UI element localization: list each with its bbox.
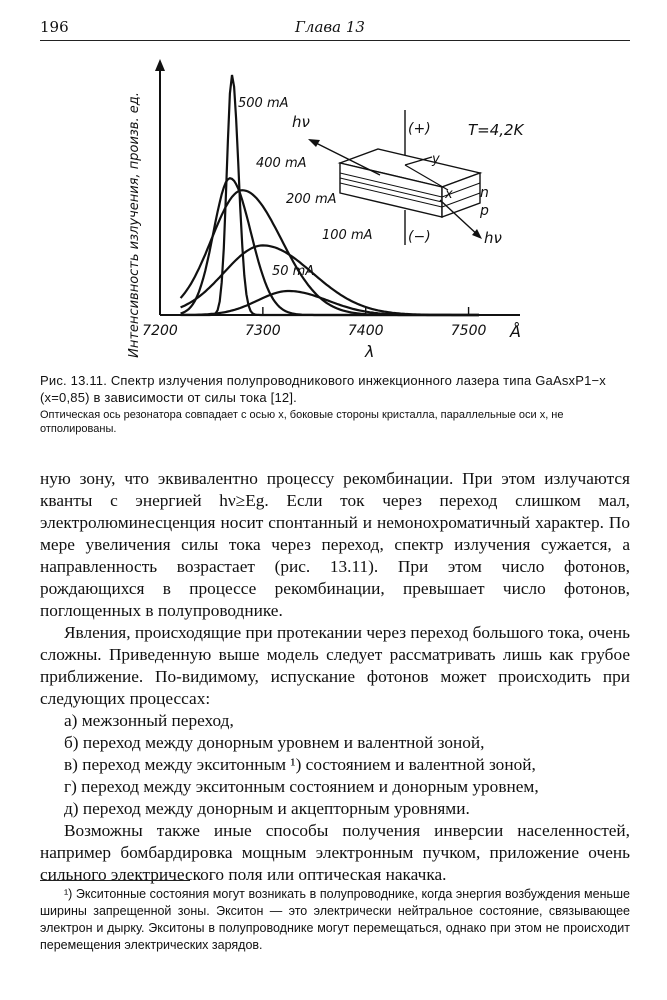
x-tick-label: 7200 [142,323,178,339]
x-tick-label: 7300 [245,323,281,339]
emission-spectrum-chart [40,45,640,370]
series-label: 400 mA [256,156,307,171]
list-item: б) переход между донорным уровнем и валентной зоной, [64,733,485,752]
page-number: 196 [40,18,69,36]
paragraph-3: Возможны также иные способы получения инверсии населенностей, например бомбардировка мощным электронным пучком, приложение очень сильного электрического поля или оптическая накачка. [40,821,630,884]
series-label: 50 mA [272,264,315,279]
body-text [40,468,630,886]
list-item: в) переход между экситонным ¹) состоянием и валентной зоной, [64,755,536,774]
temperature-label: T=4,2K [468,121,524,139]
series-label: 200 mA [286,192,337,207]
process-list [40,710,630,820]
photon-arrowhead-top [308,139,320,147]
list-item: а) межзонный переход, [64,711,234,730]
x-axis-symbol: λ [365,342,375,361]
caption-main: Рис. 13.11. Спектр излучения полупроводникового инжекционного лазера типа GaAsxP1−x (x=0,85) в зависимости от силы тока [12]. [40,373,607,405]
layer-p-label: p [480,203,489,219]
spectrum-curve-50ma [181,291,479,315]
footnote: ¹) Экситонные состояния могут возникать в полупроводнике, когда энергия возбуждения меньше ширины запрещенной зоны. Экситон — это электрически нейтральное состояние, связывающее электрон и дырку. Экситоны в полупроводнике могут перемещаться, однако при этом не происходит перемещения электрических зарядов. [40,887,630,952]
list-item: д) переход между донорным и акцепторным уровнями. [64,799,470,818]
list-item: г) переход между экситонным состоянием и донорным уровнем, [64,777,539,796]
paragraph-2: Явления, происходящие при протекании через переход большого тока, очень сложны. Приведенную выше модель следует рассматривать лишь как грубое приближение. По-видимому, испускание фотонов может происходить при следующих процессах: [40,623,630,708]
footnote-rule [40,880,190,881]
y-axis-label: Интенсивность излучения, произв. ед. [127,92,142,358]
x-tick-label: 7500 [450,323,487,339]
caption-note: Оптическая ось резонатора совпадает с осью x, боковые стороны кристалла, параллельные оси x, не отполированы. [40,409,564,435]
layer-n-label: n [480,185,489,201]
series-label: 100 mA [322,228,373,243]
series-label: 500 mA [238,96,289,111]
axis-y-label: y [432,152,440,167]
figure-13-11 [40,45,640,370]
axis-x-label: x [445,187,453,202]
x-axis-unit: Å [510,322,521,341]
chapter-title: Глава 13 [295,18,365,36]
page-header [40,18,630,41]
photon-label-top: hν [292,113,310,131]
laser-diode-inset [292,110,525,247]
terminal-plus-label: (+) [408,121,431,137]
y-axis-arrow [155,59,165,71]
photon-label-bottom: hν [484,229,502,247]
terminal-minus-label: (−) [408,229,431,245]
paragraph-1: ную зону, что эквивалентно процессу рекомбинации. При этом излучаются кванты с энергией hν≥Eg. Если ток через переход слишком мал, электролюминесценция носит спонтанный и немонохроматичный характер. По мере увеличения силы тока через переход, спектр излучения сужается, а направленность возрастает (рис. 13.11). При этом число фотонов, рождающихся в процессе рекомбинации, превышает число фотонов, поглощенных в полупроводнике. [40,469,630,620]
x-tick-label: 7400 [347,323,384,339]
figure-caption [40,372,630,436]
